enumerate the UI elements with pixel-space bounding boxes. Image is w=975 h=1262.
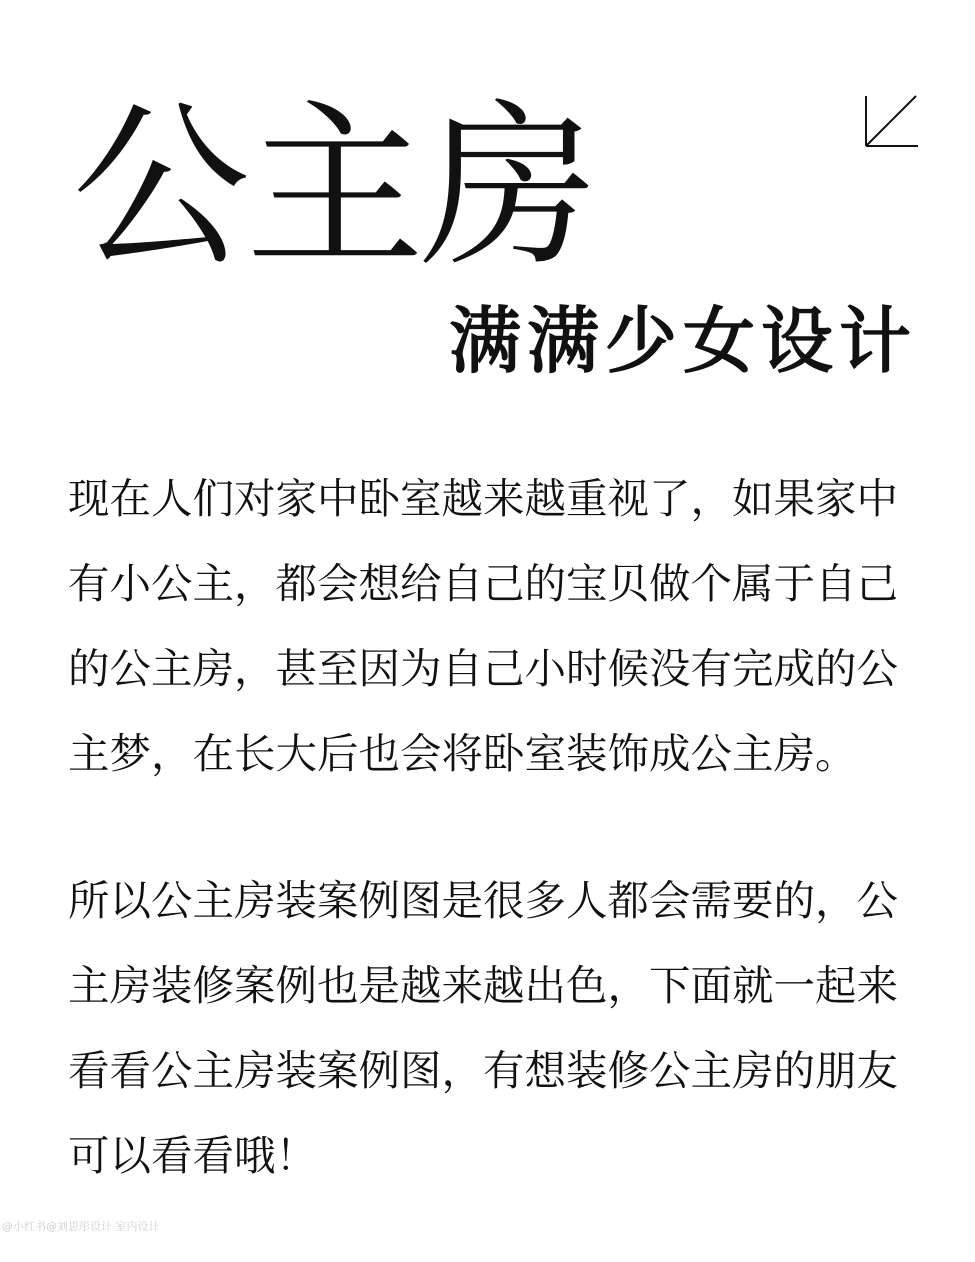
intro-paragraph: 现在人们对家中卧室越来越重视了，如果家中有小公主，都会想给自己的宝贝做个属于自己的公主房，甚至因为自己小时候没有完成的公主梦，在长大后也会将卧室装饰成公主房。	[68, 474, 899, 778]
cases-paragraph: 所以公主房装案例图是很多人都会需要的，公主房装修案例也是越来越出色，下面就一起来看看公主房装案例图，有想装修公主房的朋友可以看看哦！	[68, 876, 899, 1180]
arrow-down-left-icon	[860, 92, 920, 152]
page-subtitle: 满满少女设计	[448, 298, 917, 383]
watermark: @小红书@刘思彤设计 室内设计	[2, 1220, 160, 1233]
page-title: 公主房	[72, 84, 594, 291]
